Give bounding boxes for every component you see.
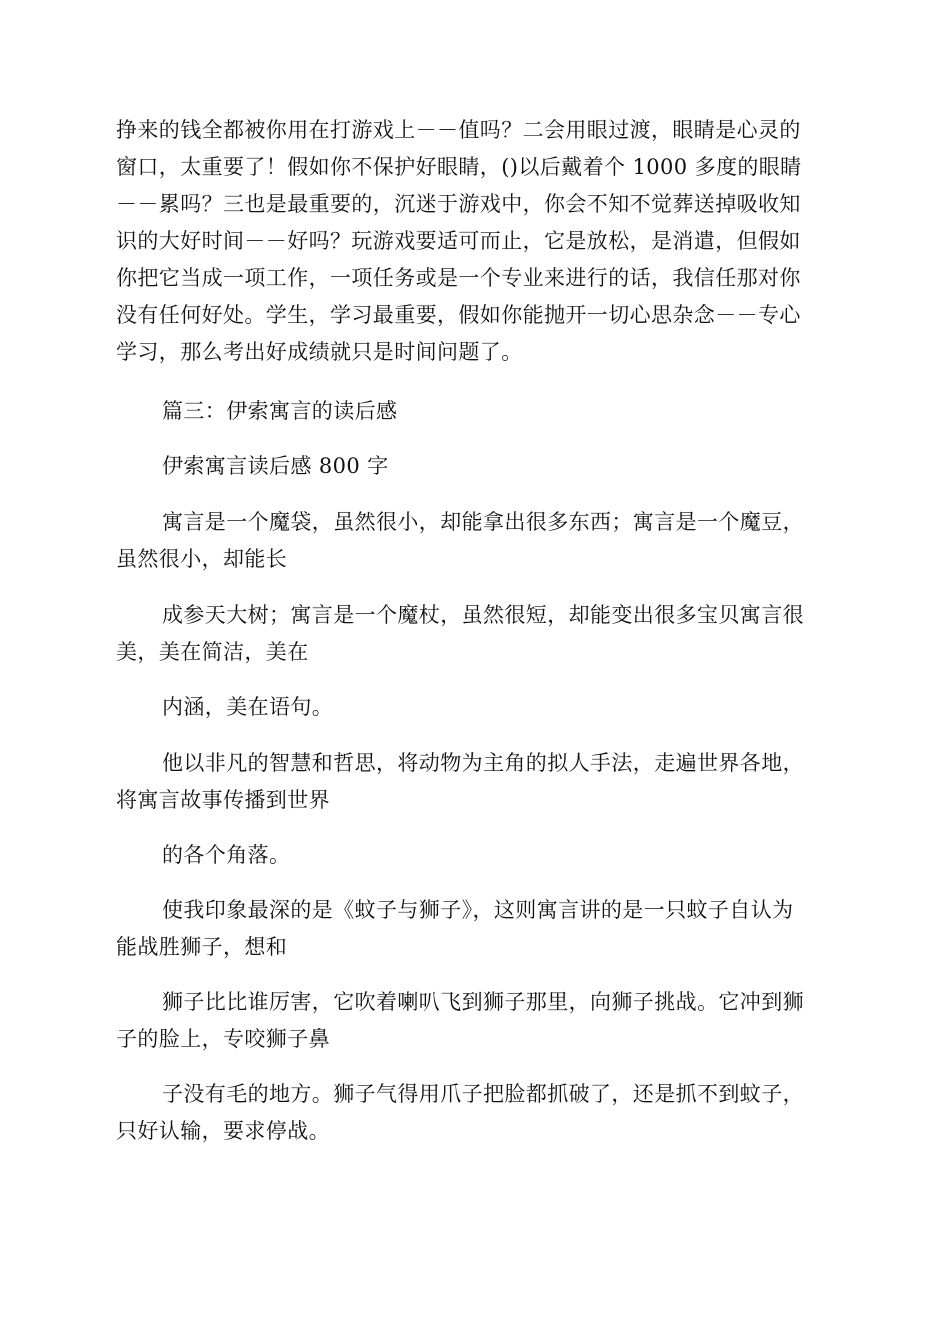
paragraph-4 [116,689,836,726]
subtitle-block [116,448,836,485]
paragraph-line: 子的脸上，专咬狮子鼻 [116,1027,330,1051]
paragraph-3 [116,597,836,671]
essay-subtitle: 伊索寓言读后感 800 字 [162,454,389,478]
paragraph-line: 窗口，太重要了！假如你不保护好眼睛，()以后戴着个 1000 多度的眼睛 [116,155,802,179]
paragraph-line: 寓言是一个魔袋，虽然很小，却能拿出很多东西；寓言是一个魔豆， [162,510,804,534]
paragraph-9 [116,1076,836,1150]
paragraph-line: 没有任何好处。学生，学习最重要，假如你能抛开一切心思杂念－－专心 [116,303,801,327]
paragraph-line: 挣来的钱全都被你用在打游戏上－－值吗？二会用眼过渡，眼睛是心灵的 [116,118,801,142]
paragraph-line: 学习，那么考出好成绩就只是时间问题了。 [116,340,523,364]
paragraph-8 [116,984,836,1058]
paragraph-line: 内涵，美在语句。 [162,695,334,719]
paragraph-2 [116,504,836,578]
paragraph-5 [116,745,836,819]
section-heading: 篇三：伊索寓言的读后感 [162,399,398,423]
paragraph-line: 的各个角落。 [162,843,291,867]
section-heading-block [116,393,836,430]
paragraph-line: 他以非凡的智慧和哲思，将动物为主角的拟人手法，走遍世界各地， [162,751,804,775]
paragraph-line: 使我印象最深的是《蚊子与狮子》，这则寓言讲的是一只蚊子自认为 [162,898,794,922]
paragraph-line: 识的大好时间－－好吗？玩游戏要适可而止，它是放松，是消遣，但假如 [116,229,801,253]
paragraph-line: 虽然很小，却能长 [116,547,288,571]
paragraph-line: 狮子比比谁厉害，它吹着喇叭飞到狮子那里，向狮子挑战。它冲到狮 [162,990,804,1014]
paragraph-line: 只好认输，要求停战。 [116,1119,330,1143]
paragraph-line: 将寓言故事传播到世界 [116,788,330,812]
paragraph-line: 成参天大树；寓言是一个魔杖，虽然很短，却能变出很多宝贝寓言很 [162,603,804,627]
paragraph-line: 你把它当成一项工作，一项任务或是一个专业来进行的话，我信任那对你 [116,266,801,290]
paragraph-line: 子没有毛的地方。狮子气得用爪子把脸都抓破了，还是抓不到蚊子， [162,1082,804,1106]
paragraph-1 [116,112,836,371]
paragraph-7 [116,892,836,966]
paragraph-line: 能战胜狮子，想和 [116,935,288,959]
paragraph-line: 美，美在简洁，美在 [116,640,309,664]
paragraph-line: －－累吗？三也是最重要的，沉迷于游戏中，你会不知不觉葬送掉吸收知 [116,192,801,216]
paragraph-6 [116,837,836,874]
